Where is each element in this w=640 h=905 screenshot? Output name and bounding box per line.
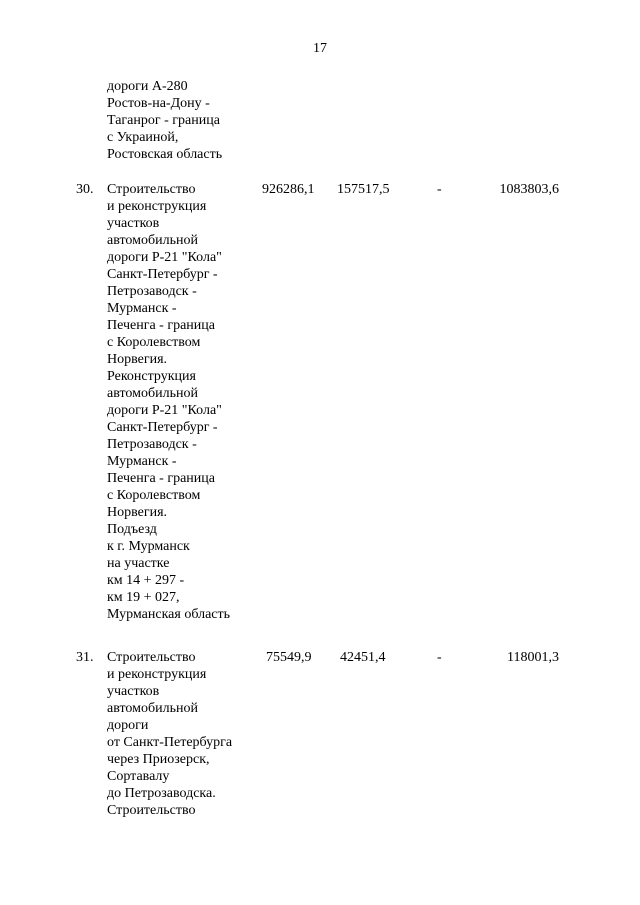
- row-text-line: автомобильной: [107, 386, 198, 401]
- row-text-line: км 19 + 027,: [107, 590, 180, 605]
- row-text-line: Норвегия.: [107, 505, 168, 520]
- row-text-line: Реконструкция: [107, 369, 196, 384]
- row-text-line: Мурманск -: [107, 301, 177, 316]
- row-text-line: Петрозаводск -: [107, 284, 197, 299]
- row-text-line: дороги: [107, 718, 149, 733]
- row-number: 31.: [76, 650, 94, 665]
- row-text-line: Санкт-Петербург -: [107, 420, 218, 435]
- value-cell-3: -: [437, 650, 442, 665]
- value-cell-3: -: [437, 182, 442, 197]
- value-cell-1: 926286,1: [262, 182, 315, 197]
- row-text-line: Мурманская область: [107, 607, 231, 622]
- row-text-line: дороги Р-21 "Кола": [107, 250, 222, 265]
- row-text-line: автомобильной: [107, 701, 198, 716]
- row-text-line: от Санкт-Петербурга: [107, 735, 233, 750]
- continuation-line: Ростов-на-Дону -: [107, 96, 210, 111]
- row-text-line: Петрозаводск -: [107, 437, 197, 452]
- row-text-line: на участке: [107, 556, 170, 571]
- row-number: 30.: [76, 182, 94, 197]
- row-text-line: Строительство: [107, 803, 196, 818]
- row-text-line: участков: [107, 216, 160, 231]
- row-text-line: Норвегия.: [107, 352, 168, 367]
- page-number: 17: [313, 41, 327, 56]
- value-cell-2: 42451,4: [340, 650, 386, 665]
- row-text-line: до Петрозаводска.: [107, 786, 216, 801]
- continuation-line: Ростовская область: [107, 147, 223, 162]
- row-text-line: Печенга - граница: [107, 318, 215, 333]
- row-text-line: участков: [107, 684, 160, 699]
- row-text-line: Подъезд: [107, 522, 157, 537]
- row-text-line: Мурманск -: [107, 454, 177, 469]
- value-cell-1: 75549,9: [266, 650, 312, 665]
- row-text-line: Сортавалу: [107, 769, 170, 784]
- value-cell-total: 118001,3: [507, 650, 559, 665]
- continuation-line: Таганрог - граница: [107, 113, 220, 128]
- value-cell-2: 157517,5: [337, 182, 390, 197]
- value-cell-total: 1083803,6: [499, 182, 559, 197]
- row-text-line: и реконструкция: [107, 199, 207, 214]
- row-text-line: к г. Мурманск: [107, 539, 190, 554]
- row-text-line: и реконструкция: [107, 667, 207, 682]
- row-text-line: Санкт-Петербург -: [107, 267, 218, 282]
- row-text-line: Строительство: [107, 650, 196, 665]
- row-text-line: с Королевством: [107, 488, 201, 503]
- row-text-line: через Приозерск,: [107, 752, 210, 767]
- row-text-line: Строительство: [107, 182, 196, 197]
- row-text-line: автомобильной: [107, 233, 198, 248]
- continuation-line: с Украиной,: [107, 130, 179, 145]
- continuation-line: дороги А-280: [107, 79, 188, 94]
- row-text-line: с Королевством: [107, 335, 201, 350]
- row-text-line: дороги Р-21 "Кола": [107, 403, 222, 418]
- row-text-line: км 14 + 297 -: [107, 573, 185, 588]
- row-text-line: Печенга - граница: [107, 471, 215, 486]
